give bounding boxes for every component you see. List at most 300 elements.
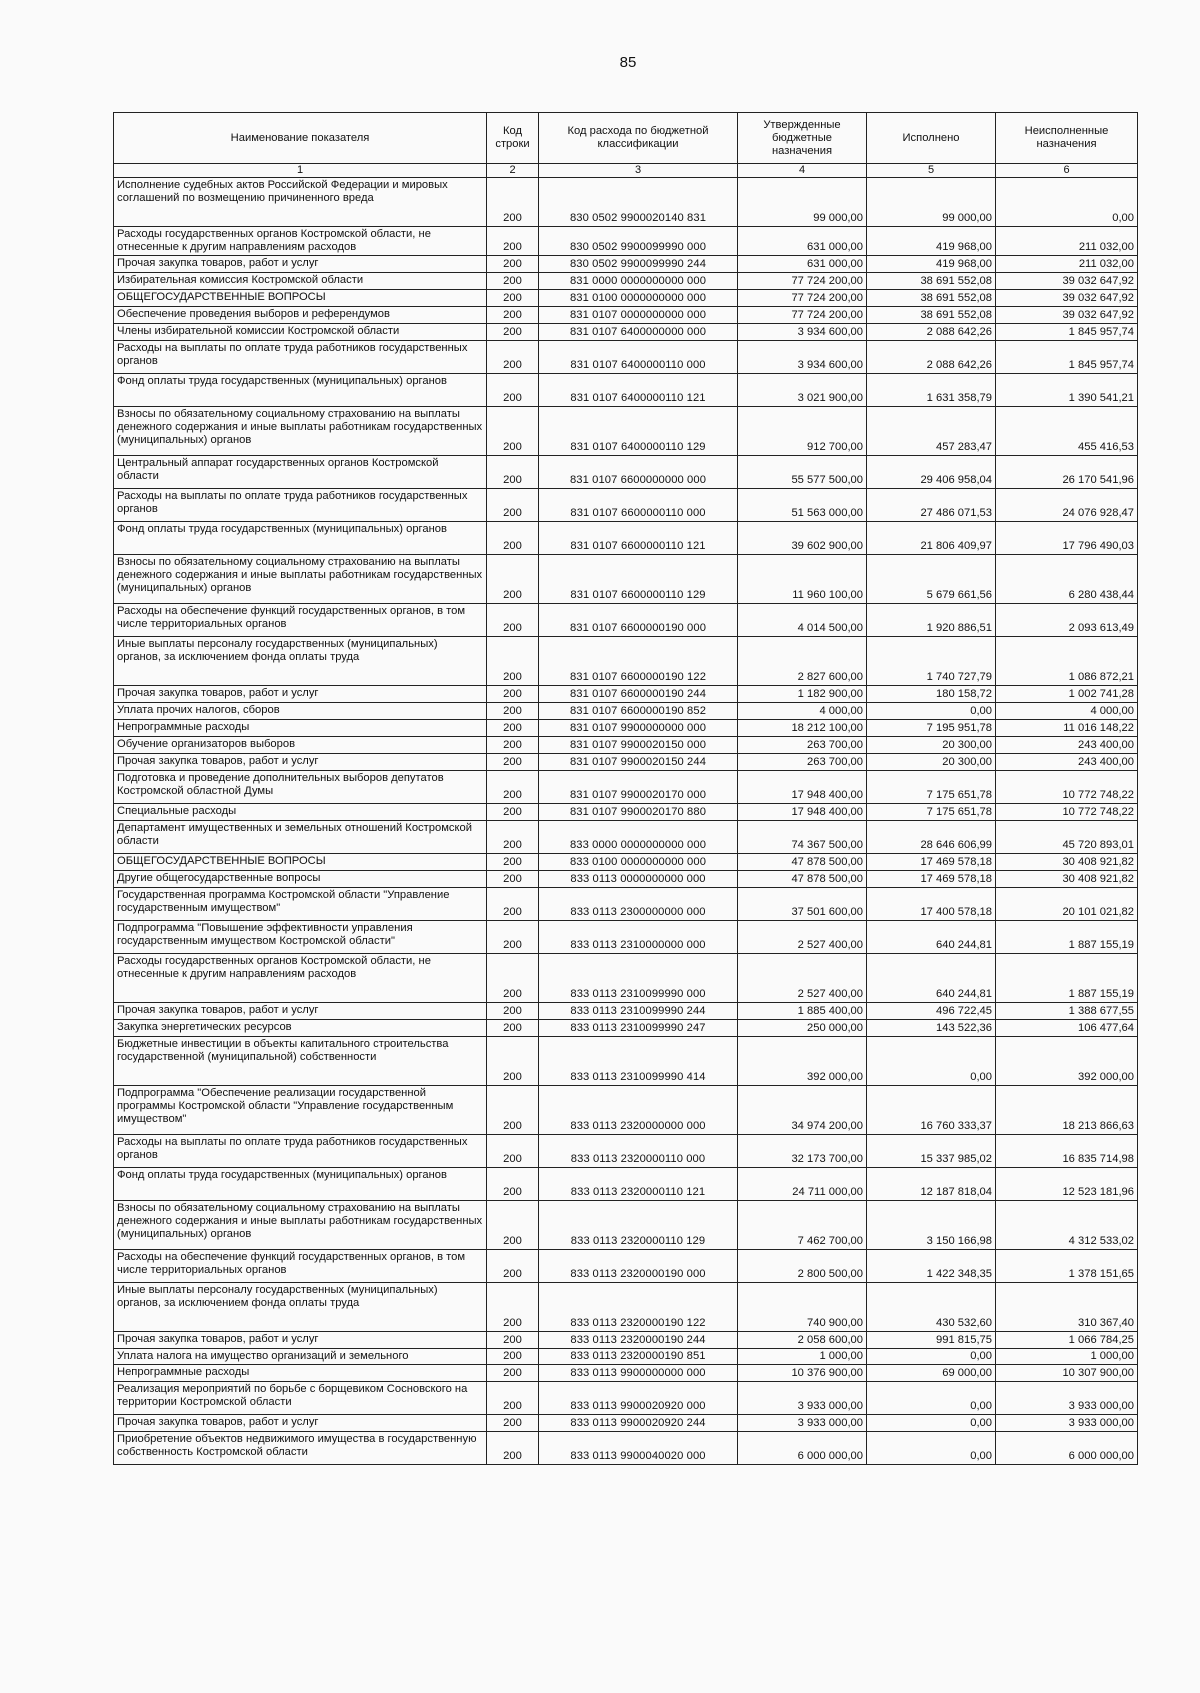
expense-code: 830 0502 9900099990 244 [539, 256, 738, 273]
table-row [114, 888, 1138, 921]
unexecuted-amount: 0,00 [996, 178, 1138, 227]
approved-amount: 55 577 500,00 [738, 456, 867, 489]
unexecuted-amount: 17 796 490,03 [996, 522, 1138, 555]
approved-amount: 99 000,00 [738, 178, 867, 227]
header-line-code: Код строки [487, 113, 539, 164]
executed-amount: 1 920 886,51 [867, 604, 996, 637]
line-code: 200 [487, 703, 539, 720]
unexecuted-amount: 1 390 541,21 [996, 374, 1138, 407]
approved-amount: 4 014 500,00 [738, 604, 867, 637]
unexecuted-amount: 3 933 000,00 [996, 1382, 1138, 1415]
indicator-name: Взносы по обязательному социальному страхованию на выплаты денежного содержания и иные выплаты работникам государственных (муниципальных) органов [114, 555, 487, 604]
table-row [114, 771, 1138, 804]
line-code: 200 [487, 407, 539, 456]
approved-amount: 912 700,00 [738, 407, 867, 456]
indicator-name: Приобретение объектов недвижимого имущества в государственную собственность Костромской области [114, 1432, 487, 1465]
executed-amount: 21 806 409,97 [867, 522, 996, 555]
approved-amount: 392 000,00 [738, 1037, 867, 1086]
table-row [114, 754, 1138, 771]
unexecuted-amount: 18 213 866,63 [996, 1086, 1138, 1135]
expense-code: 833 0113 0000000000 000 [539, 871, 738, 888]
line-code: 200 [487, 821, 539, 854]
column-number: 1 [114, 164, 487, 178]
indicator-name: Реализация мероприятий по борьбе с борщевиком Сосновского на территории Костромской области [114, 1382, 487, 1415]
executed-amount: 457 283,47 [867, 407, 996, 456]
approved-amount: 10 376 900,00 [738, 1365, 867, 1382]
executed-amount: 2 088 642,26 [867, 324, 996, 341]
approved-amount: 2 827 600,00 [738, 637, 867, 686]
unexecuted-amount: 4 312 533,02 [996, 1201, 1138, 1250]
indicator-name: Другие общегосударственные вопросы [114, 871, 487, 888]
line-code: 200 [487, 1415, 539, 1432]
executed-amount: 28 646 606,99 [867, 821, 996, 854]
approved-amount: 77 724 200,00 [738, 290, 867, 307]
table-row [114, 178, 1138, 227]
approved-amount: 3 934 600,00 [738, 324, 867, 341]
approved-amount: 1 000,00 [738, 1349, 867, 1365]
indicator-name: Расходы на выплаты по оплате труда работников государственных органов [114, 1135, 487, 1168]
table-row [114, 954, 1138, 1003]
expense-code: 831 0107 6600000190 852 [539, 703, 738, 720]
indicator-name: Подпрограмма "Повышение эффективности управления государственным имуществом Костромской области" [114, 921, 487, 954]
executed-amount: 17 400 578,18 [867, 888, 996, 921]
expense-code: 833 0113 2310099990 000 [539, 954, 738, 1003]
table-row [114, 1086, 1138, 1135]
header-unexecuted: Неисполненные назначения [996, 113, 1138, 164]
expense-code: 831 0107 6600000190 000 [539, 604, 738, 637]
unexecuted-amount: 26 170 541,96 [996, 456, 1138, 489]
header-approved: Утвержденные бюджетные назначения [738, 113, 867, 164]
indicator-name: Непрограммные расходы [114, 1365, 487, 1382]
line-code: 200 [487, 1349, 539, 1365]
table-row [114, 720, 1138, 737]
indicator-name: Избирательная комиссия Костромской области [114, 273, 487, 290]
executed-amount: 12 187 818,04 [867, 1168, 996, 1201]
line-code: 200 [487, 854, 539, 871]
table-row [114, 456, 1138, 489]
table-row [114, 1382, 1138, 1415]
table-row [114, 1250, 1138, 1283]
indicator-name: Подготовка и проведение дополнительных выборов депутатов Костромской областной Думы [114, 771, 487, 804]
table-row [114, 871, 1138, 888]
executed-amount: 3 150 166,98 [867, 1201, 996, 1250]
unexecuted-amount: 1 845 957,74 [996, 324, 1138, 341]
table-row [114, 522, 1138, 555]
line-code: 200 [487, 720, 539, 737]
table-row [114, 921, 1138, 954]
table-row [114, 1003, 1138, 1020]
line-code: 200 [487, 1201, 539, 1250]
unexecuted-amount: 1 002 741,28 [996, 686, 1138, 703]
table-row [114, 637, 1138, 686]
approved-amount: 631 000,00 [738, 256, 867, 273]
approved-amount: 3 933 000,00 [738, 1382, 867, 1415]
line-code: 200 [487, 604, 539, 637]
line-code: 200 [487, 290, 539, 307]
executed-amount: 1 631 358,79 [867, 374, 996, 407]
table-row [114, 307, 1138, 324]
line-code: 200 [487, 522, 539, 555]
indicator-name: Взносы по обязательному социальному страхованию на выплаты денежного содержания и иные выплаты работникам государственных (муниципальных) органов [114, 407, 487, 456]
indicator-name: Исполнение судебных актов Российской Федерации и мировых соглашений по возмещению причиненного вреда [114, 178, 487, 227]
expense-code: 831 0107 6600000110 129 [539, 555, 738, 604]
executed-amount: 38 691 552,08 [867, 290, 996, 307]
approved-amount: 6 000 000,00 [738, 1432, 867, 1465]
unexecuted-amount: 30 408 921,82 [996, 854, 1138, 871]
indicator-name: Расходы государственных органов Костромской области, не отнесенные к другим направлениям расходов [114, 227, 487, 256]
table-row [114, 1415, 1138, 1432]
table-row [114, 1332, 1138, 1349]
unexecuted-amount: 20 101 021,82 [996, 888, 1138, 921]
executed-amount: 2 088 642,26 [867, 341, 996, 374]
line-code: 200 [487, 871, 539, 888]
indicator-name: Расходы на выплаты по оплате труда работников государственных органов [114, 489, 487, 522]
table-row [114, 273, 1138, 290]
indicator-name: Государственная программа Костромской области "Управление государственным имуществом" [114, 888, 487, 921]
line-code: 200 [487, 686, 539, 703]
line-code: 200 [487, 307, 539, 324]
unexecuted-amount: 243 400,00 [996, 737, 1138, 754]
expense-code: 831 0107 6600000000 000 [539, 456, 738, 489]
indicator-name: Расходы на обеспечение функций государственных органов, в том числе территориальных органов [114, 1250, 487, 1283]
expense-code: 831 0107 9900020150 244 [539, 754, 738, 771]
expense-code: 831 0107 6600000190 122 [539, 637, 738, 686]
indicator-name: Прочая закупка товаров, работ и услуг [114, 1003, 487, 1020]
unexecuted-amount: 39 032 647,92 [996, 307, 1138, 324]
indicator-name: ОБЩЕГОСУДАРСТВЕННЫЕ ВОПРОСЫ [114, 290, 487, 307]
indicator-name: Иные выплаты персоналу государственных (муниципальных) органов, за исключением фонда оплаты труда [114, 637, 487, 686]
table-row [114, 1432, 1138, 1465]
line-code: 200 [487, 324, 539, 341]
executed-amount: 1 422 348,35 [867, 1250, 996, 1283]
line-code: 200 [487, 489, 539, 522]
line-code: 200 [487, 1003, 539, 1020]
executed-amount: 15 337 985,02 [867, 1135, 996, 1168]
executed-amount: 38 691 552,08 [867, 273, 996, 290]
approved-amount: 7 462 700,00 [738, 1201, 867, 1250]
executed-amount: 430 532,60 [867, 1283, 996, 1332]
approved-amount: 4 000,00 [738, 703, 867, 720]
line-code: 200 [487, 341, 539, 374]
unexecuted-amount: 211 032,00 [996, 256, 1138, 273]
approved-amount: 77 724 200,00 [738, 307, 867, 324]
column-number: 5 [867, 164, 996, 178]
approved-amount: 631 000,00 [738, 227, 867, 256]
executed-amount: 20 300,00 [867, 737, 996, 754]
expense-code: 833 0113 2310000000 000 [539, 921, 738, 954]
unexecuted-amount: 1 066 784,25 [996, 1332, 1138, 1349]
approved-amount: 2 527 400,00 [738, 921, 867, 954]
indicator-name: Взносы по обязательному социальному страхованию на выплаты денежного содержания и иные выплаты работникам государственных (муниципальных) органов [114, 1201, 487, 1250]
expense-code: 833 0113 2320000190 244 [539, 1332, 738, 1349]
unexecuted-amount: 455 416,53 [996, 407, 1138, 456]
expense-code: 833 0000 0000000000 000 [539, 821, 738, 854]
line-code: 200 [487, 456, 539, 489]
line-code: 200 [487, 1365, 539, 1382]
line-code: 200 [487, 1086, 539, 1135]
indicator-name: Центральный аппарат государственных органов Костромской области [114, 456, 487, 489]
expense-code: 833 0113 9900020920 000 [539, 1382, 738, 1415]
line-code: 200 [487, 637, 539, 686]
table-row [114, 821, 1138, 854]
line-code: 200 [487, 555, 539, 604]
expense-code: 831 0000 0000000000 000 [539, 273, 738, 290]
indicator-name: Бюджетные инвестиции в объекты капитального строительства государственной (муниципальной) собственности [114, 1037, 487, 1086]
executed-amount: 0,00 [867, 1432, 996, 1465]
executed-amount: 0,00 [867, 1382, 996, 1415]
column-number: 3 [539, 164, 738, 178]
approved-amount: 17 948 400,00 [738, 771, 867, 804]
line-code: 200 [487, 227, 539, 256]
indicator-name: Прочая закупка товаров, работ и услуг [114, 256, 487, 273]
executed-amount: 27 486 071,53 [867, 489, 996, 522]
indicator-name: ОБЩЕГОСУДАРСТВЕННЫЕ ВОПРОСЫ [114, 854, 487, 871]
indicator-name: Фонд оплаты труда государственных (муниципальных) органов [114, 374, 487, 407]
line-code: 200 [487, 273, 539, 290]
approved-amount: 51 563 000,00 [738, 489, 867, 522]
expense-code: 831 0107 6400000000 000 [539, 324, 738, 341]
executed-amount: 991 815,75 [867, 1332, 996, 1349]
unexecuted-amount: 45 720 893,01 [996, 821, 1138, 854]
line-code: 200 [487, 771, 539, 804]
approved-amount: 1 885 400,00 [738, 1003, 867, 1020]
approved-amount: 37 501 600,00 [738, 888, 867, 921]
indicator-name: Прочая закупка товаров, работ и услуг [114, 686, 487, 703]
executed-amount: 143 522,36 [867, 1020, 996, 1037]
unexecuted-amount: 1 887 155,19 [996, 954, 1138, 1003]
indicator-name: Подпрограмма "Обеспечение реализации государственной программы Костромской области "Управление государственным имуществом" [114, 1086, 487, 1135]
line-code: 200 [487, 1020, 539, 1037]
approved-amount: 18 212 100,00 [738, 720, 867, 737]
line-code: 200 [487, 1382, 539, 1415]
approved-amount: 32 173 700,00 [738, 1135, 867, 1168]
unexecuted-amount: 4 000,00 [996, 703, 1138, 720]
unexecuted-amount: 1 388 677,55 [996, 1003, 1138, 1020]
indicator-name: Уплата налога на имущество организаций и земельного [114, 1349, 487, 1365]
line-code: 200 [487, 178, 539, 227]
expense-code: 831 0107 6600000190 244 [539, 686, 738, 703]
expense-code: 833 0113 2320000190 851 [539, 1349, 738, 1365]
expense-code: 831 0107 6400000110 000 [539, 341, 738, 374]
line-code: 200 [487, 1432, 539, 1465]
table-row [114, 1037, 1138, 1086]
table-body [114, 178, 1138, 1465]
expense-code: 833 0113 9900000000 000 [539, 1365, 738, 1382]
expense-code: 830 0502 9900020140 831 [539, 178, 738, 227]
expense-code: 833 0113 2320000190 122 [539, 1283, 738, 1332]
table-row [114, 1201, 1138, 1250]
approved-amount: 263 700,00 [738, 754, 867, 771]
line-code: 200 [487, 374, 539, 407]
unexecuted-amount: 1 086 872,21 [996, 637, 1138, 686]
column-number: 2 [487, 164, 539, 178]
executed-amount: 7 175 651,78 [867, 804, 996, 821]
indicator-name: Обучение организаторов выборов [114, 737, 487, 754]
indicator-name: Расходы на выплаты по оплате труда работников государственных органов [114, 341, 487, 374]
approved-amount: 11 960 100,00 [738, 555, 867, 604]
indicator-name: Прочая закупка товаров, работ и услуг [114, 1332, 487, 1349]
indicator-name: Члены избирательной комиссии Костромской области [114, 324, 487, 341]
table-row [114, 686, 1138, 703]
expense-code: 831 0107 9900020170 000 [539, 771, 738, 804]
table-row [114, 1020, 1138, 1037]
table-row [114, 290, 1138, 307]
unexecuted-amount: 10 307 900,00 [996, 1365, 1138, 1382]
expense-code: 833 0113 2310099990 244 [539, 1003, 738, 1020]
approved-amount: 2 058 600,00 [738, 1332, 867, 1349]
approved-amount: 263 700,00 [738, 737, 867, 754]
expense-code: 833 0113 2320000110 121 [539, 1168, 738, 1201]
table-row [114, 1283, 1138, 1332]
executed-amount: 20 300,00 [867, 754, 996, 771]
header-name: Наименование показателя [114, 113, 487, 164]
executed-amount: 7 195 951,78 [867, 720, 996, 737]
indicator-name: Фонд оплаты труда государственных (муниципальных) органов [114, 522, 487, 555]
indicator-name: Специальные расходы [114, 804, 487, 821]
executed-amount: 38 691 552,08 [867, 307, 996, 324]
unexecuted-amount: 106 477,64 [996, 1020, 1138, 1037]
approved-amount: 39 602 900,00 [738, 522, 867, 555]
unexecuted-amount: 10 772 748,22 [996, 771, 1138, 804]
unexecuted-amount: 1 887 155,19 [996, 921, 1138, 954]
approved-amount: 77 724 200,00 [738, 273, 867, 290]
indicator-name: Прочая закупка товаров, работ и услуг [114, 1415, 487, 1432]
table-row [114, 604, 1138, 637]
line-code: 200 [487, 1250, 539, 1283]
line-code: 200 [487, 804, 539, 821]
table-row [114, 854, 1138, 871]
unexecuted-amount: 24 076 928,47 [996, 489, 1138, 522]
approved-amount: 47 878 500,00 [738, 871, 867, 888]
approved-amount: 17 948 400,00 [738, 804, 867, 821]
indicator-name: Расходы на обеспечение функций государственных органов, в том числе территориальных органов [114, 604, 487, 637]
expense-code: 831 0107 0000000000 000 [539, 307, 738, 324]
line-code: 200 [487, 921, 539, 954]
unexecuted-amount: 310 367,40 [996, 1283, 1138, 1332]
expense-code: 833 0113 2320000190 000 [539, 1250, 738, 1283]
expense-code: 833 0113 9900020920 244 [539, 1415, 738, 1432]
expense-code: 833 0113 2300000000 000 [539, 888, 738, 921]
expense-code: 833 0113 2320000000 000 [539, 1086, 738, 1135]
expense-code: 831 0107 9900000000 000 [539, 720, 738, 737]
executed-amount: 0,00 [867, 1349, 996, 1365]
line-code: 200 [487, 737, 539, 754]
indicator-name: Прочая закупка товаров, работ и услуг [114, 754, 487, 771]
unexecuted-amount: 243 400,00 [996, 754, 1138, 771]
line-code: 200 [487, 256, 539, 273]
unexecuted-amount: 30 408 921,82 [996, 871, 1138, 888]
unexecuted-amount: 11 016 148,22 [996, 720, 1138, 737]
approved-amount: 47 878 500,00 [738, 854, 867, 871]
executed-amount: 17 469 578,18 [867, 871, 996, 888]
column-number-row [114, 164, 1138, 178]
table-row [114, 555, 1138, 604]
indicator-name: Обеспечение проведения выборов и референдумов [114, 307, 487, 324]
table-row [114, 703, 1138, 720]
table-row [114, 1168, 1138, 1201]
executed-amount: 16 760 333,37 [867, 1086, 996, 1135]
header-executed: Исполнено [867, 113, 996, 164]
approved-amount: 3 021 900,00 [738, 374, 867, 407]
approved-amount: 24 711 000,00 [738, 1168, 867, 1201]
expense-code: 831 0100 0000000000 000 [539, 290, 738, 307]
column-number: 6 [996, 164, 1138, 178]
expense-code: 831 0107 6400000110 121 [539, 374, 738, 407]
executed-amount: 640 244,81 [867, 921, 996, 954]
line-code: 200 [487, 1168, 539, 1201]
unexecuted-amount: 3 933 000,00 [996, 1415, 1138, 1432]
indicator-name: Уплата прочих налогов, сборов [114, 703, 487, 720]
executed-amount: 69 000,00 [867, 1365, 996, 1382]
line-code: 200 [487, 754, 539, 771]
unexecuted-amount: 392 000,00 [996, 1037, 1138, 1086]
approved-amount: 740 900,00 [738, 1283, 867, 1332]
header-expense-code: Код расхода по бюджетной классификации [539, 113, 738, 164]
approved-amount: 3 934 600,00 [738, 341, 867, 374]
executed-amount: 419 968,00 [867, 227, 996, 256]
header-row [114, 113, 1138, 164]
approved-amount: 250 000,00 [738, 1020, 867, 1037]
executed-amount: 1 740 727,79 [867, 637, 996, 686]
approved-amount: 34 974 200,00 [738, 1086, 867, 1135]
unexecuted-amount: 16 835 714,98 [996, 1135, 1138, 1168]
executed-amount: 17 469 578,18 [867, 854, 996, 871]
line-code: 200 [487, 1283, 539, 1332]
indicator-name: Иные выплаты персоналу государственных (муниципальных) органов, за исключением фонда оплаты труда [114, 1283, 487, 1332]
indicator-name: Фонд оплаты труда государственных (муниципальных) органов [114, 1168, 487, 1201]
executed-amount: 180 158,72 [867, 686, 996, 703]
unexecuted-amount: 2 093 613,49 [996, 604, 1138, 637]
table-row [114, 407, 1138, 456]
table-row [114, 489, 1138, 522]
approved-amount: 74 367 500,00 [738, 821, 867, 854]
line-code: 200 [487, 1037, 539, 1086]
table-row [114, 737, 1138, 754]
executed-amount: 496 722,45 [867, 1003, 996, 1020]
executed-amount: 99 000,00 [867, 178, 996, 227]
executed-amount: 0,00 [867, 703, 996, 720]
expense-code: 833 0113 2320000110 129 [539, 1201, 738, 1250]
expense-code: 831 0107 6600000110 121 [539, 522, 738, 555]
indicator-name: Расходы государственных органов Костромской области, не отнесенные к другим направлениям расходов [114, 954, 487, 1003]
executed-amount: 5 679 661,56 [867, 555, 996, 604]
executed-amount: 419 968,00 [867, 256, 996, 273]
approved-amount: 1 182 900,00 [738, 686, 867, 703]
column-number: 4 [738, 164, 867, 178]
expense-code: 833 0113 2310099990 414 [539, 1037, 738, 1086]
indicator-name: Департамент имущественных и земельных отношений Костромской области [114, 821, 487, 854]
table-row [114, 256, 1138, 273]
table-row [114, 1365, 1138, 1382]
unexecuted-amount: 10 772 748,22 [996, 804, 1138, 821]
approved-amount: 2 800 500,00 [738, 1250, 867, 1283]
budget-execution-table [113, 112, 1138, 1465]
expense-code: 833 0100 0000000000 000 [539, 854, 738, 871]
executed-amount: 0,00 [867, 1037, 996, 1086]
executed-amount: 29 406 958,04 [867, 456, 996, 489]
unexecuted-amount: 1 845 957,74 [996, 341, 1138, 374]
unexecuted-amount: 12 523 181,96 [996, 1168, 1138, 1201]
expense-code: 833 0113 9900040020 000 [539, 1432, 738, 1465]
table-row [114, 374, 1138, 407]
unexecuted-amount: 6 280 438,44 [996, 555, 1138, 604]
indicator-name: Непрограммные расходы [114, 720, 487, 737]
unexecuted-amount: 211 032,00 [996, 227, 1138, 256]
unexecuted-amount: 1 000,00 [996, 1349, 1138, 1365]
table-row [114, 1349, 1138, 1365]
table-row [114, 324, 1138, 341]
line-code: 200 [487, 1135, 539, 1168]
